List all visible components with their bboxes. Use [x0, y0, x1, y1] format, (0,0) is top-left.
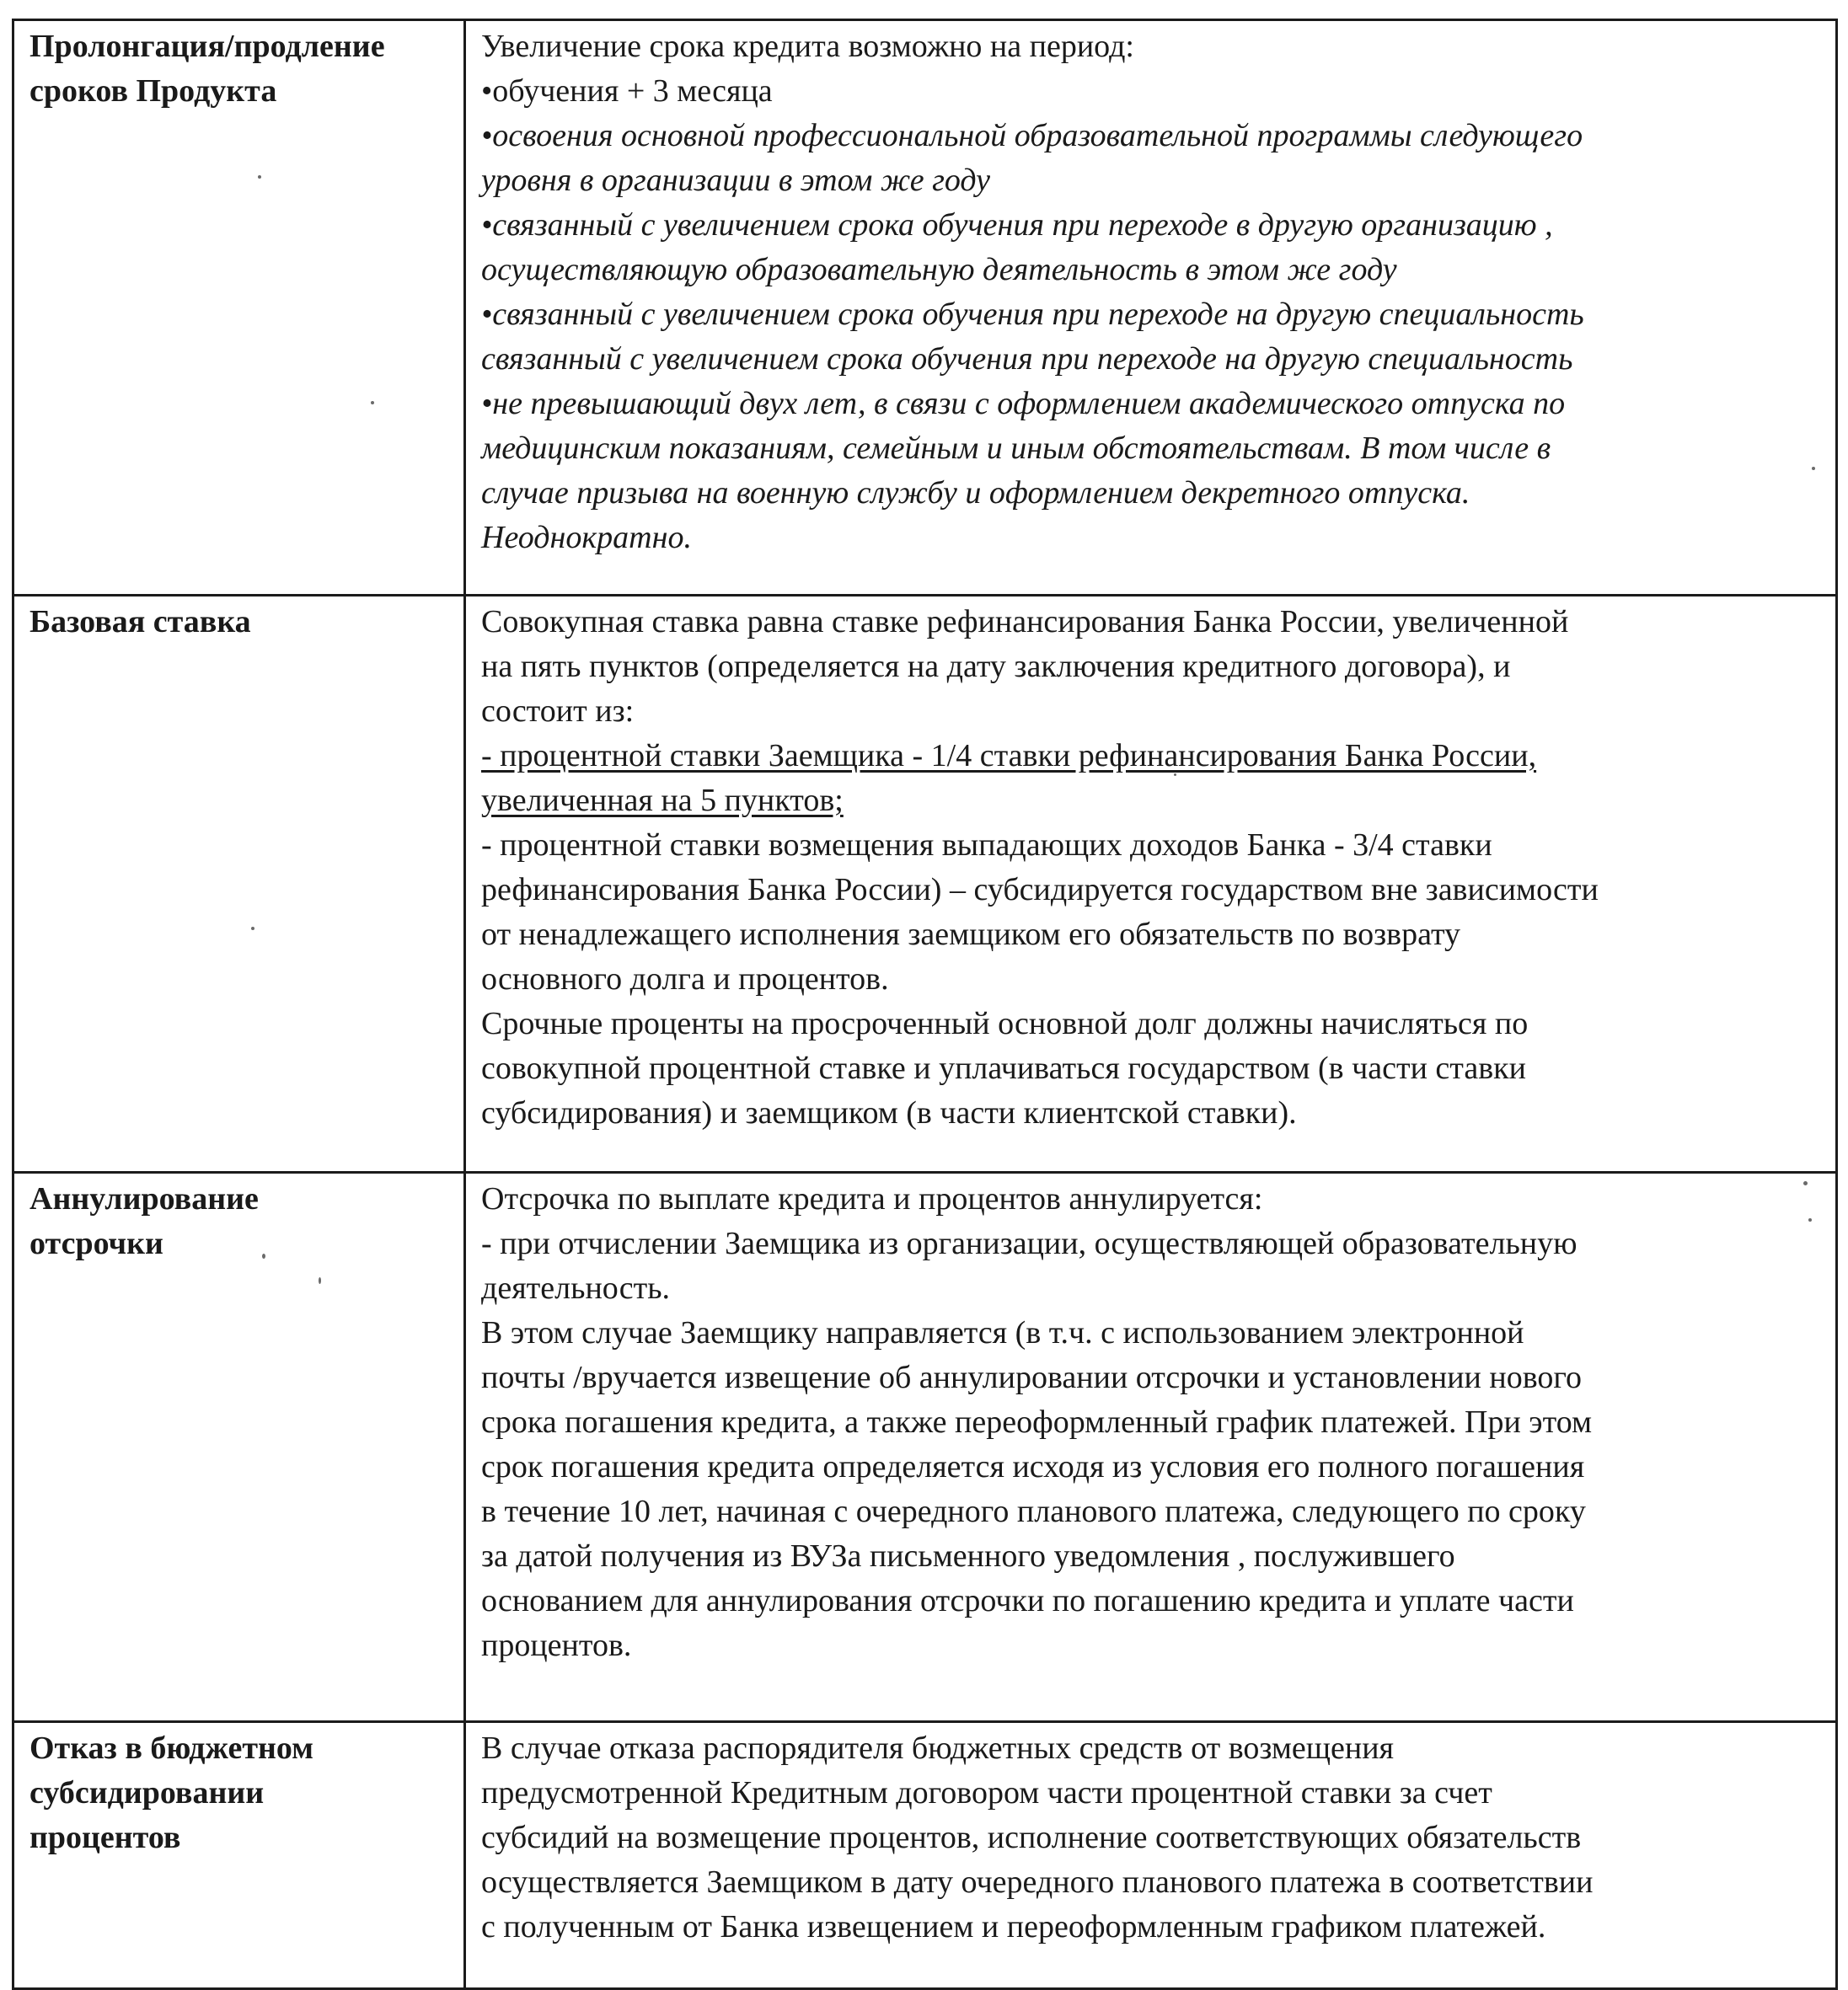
- row-label-line: сроков Продукта: [29, 73, 277, 109]
- scan-speck: [1808, 1218, 1812, 1222]
- row-label-line: процентов: [29, 1820, 181, 1855]
- content-line: состоит из:: [481, 693, 635, 729]
- content-line: - при отчислении Заемщика из организации, осуществляющей образовательную: [481, 1226, 1577, 1261]
- content-line: процентов.: [481, 1628, 632, 1663]
- content-line: срок погашения кредита определяется исходя из условия его полного погашения: [481, 1449, 1585, 1484]
- content-line: Совокупная ставка равна ставке рефинансирования Банка России, увеличенной: [481, 604, 1569, 639]
- content-line: •освоения основной профессиональной образовательной программы следующего: [481, 118, 1583, 153]
- row-label-cell: [13, 20, 465, 596]
- row-label-line: Отказ в бюджетном: [29, 1731, 314, 1766]
- row-label-line: Аннулирование: [29, 1181, 259, 1217]
- content-line: Увеличение срока кредита возможно на период:: [481, 29, 1134, 64]
- row-label-cell: [13, 596, 465, 1173]
- table-row-prolongation: [13, 20, 1837, 596]
- content-line: увеличенная на 5 пунктов;: [481, 783, 844, 818]
- content-line: почты /вручается извещение об аннулировании отсрочки и установлении нового: [481, 1360, 1583, 1395]
- content-line: деятельность.: [481, 1270, 671, 1306]
- row-content-cell: [465, 596, 1837, 1173]
- scan-speck: [371, 401, 374, 404]
- scan-speck: [1174, 773, 1176, 776]
- scan-speck: [262, 1254, 265, 1259]
- table-row-base-rate: [13, 596, 1837, 1173]
- content-line: •обучения + 3 месяца: [481, 73, 773, 109]
- content-line: на пять пунктов (определяется на дату заключения кредитного договора), и: [481, 649, 1511, 684]
- row-label-line: Базовая ставка: [29, 604, 251, 639]
- row-content-cell: [465, 20, 1837, 596]
- content-line: случае призыва на военную службу и оформлением декретного отпуска.: [481, 475, 1470, 511]
- scan-speck: [258, 175, 261, 179]
- row-label-line: субсидировании: [29, 1775, 265, 1811]
- content-line: срока погашения кредита, а также переоформленный график платежей. При этом: [481, 1404, 1593, 1440]
- content-line: субсидий на возмещение процентов, исполнение соответствующих обязательств: [481, 1820, 1582, 1855]
- row-label-cell: [13, 1173, 465, 1722]
- content-line: •связанный с увеличением срока обучения при переходе в другую организацию ,: [481, 207, 1553, 243]
- content-line: осуществляется Заемщиком в дату очередного планового платежа в соответствии: [481, 1864, 1594, 1900]
- row-label-line: отсрочки: [29, 1226, 163, 1261]
- content-line: основного долга и процентов.: [481, 961, 889, 997]
- row-label-line: Пролонгация/продление: [29, 29, 385, 64]
- content-line: Отсрочка по выплате кредита и процентов аннулируется:: [481, 1181, 1263, 1217]
- content-line: уровня в организации в этом же году: [481, 163, 990, 198]
- content-line: субсидирования) и заемщиком (в части клиентской ставки).: [481, 1095, 1297, 1131]
- content-line: - процентной ставки возмещения выпадающих доходов Банка - 3/4 ставки: [481, 827, 1492, 863]
- content-line: медицинским показаниям, семейным и иным обстоятельствам. В том числе в: [481, 431, 1551, 466]
- content-line: предусмотренной Кредитным договором части процентной ставки за счет: [481, 1775, 1492, 1811]
- scan-speck: [251, 927, 254, 930]
- table-row-deferral-cancellation: [13, 1173, 1837, 1722]
- content-line: осуществляющую образовательную деятельность в этом же году: [481, 252, 1397, 287]
- table-row-subsidy-refusal: [13, 1722, 1837, 1989]
- content-line: от ненадлежащего исполнения заемщиком его обязательств по возврату: [481, 917, 1461, 952]
- content-line: В этом случае Заемщику направляется (в т.ч. с использованием электронной: [481, 1315, 1524, 1351]
- content-line: - процентной ставки Заемщика - 1/4 ставки рефинансирования Банка России,: [481, 738, 1537, 773]
- scan-speck: [319, 1277, 321, 1284]
- content-line: рефинансирования Банка России) – субсидируется государством вне зависимости: [481, 872, 1599, 907]
- content-line: в течение 10 лет, начиная с очередного планового платежа, следующего по сроку: [481, 1494, 1586, 1529]
- content-line: Неоднократно.: [481, 520, 692, 555]
- terms-table: [12, 19, 1838, 1990]
- content-line: Срочные проценты на просроченный основной долг должны начисляться по: [481, 1006, 1529, 1041]
- content-line: за датой получения из ВУЗа письменного уведомления , послужившего: [481, 1538, 1455, 1574]
- content-line: основанием для аннулирования отсрочки по погашению кредита и уплате части: [481, 1583, 1574, 1618]
- scan-speck: [1812, 467, 1815, 470]
- row-content-cell: [465, 1173, 1837, 1722]
- row-label-cell: [13, 1722, 465, 1989]
- content-line: В случае отказа распорядителя бюджетных средств от возмещения: [481, 1731, 1395, 1766]
- content-line: •не превышающий двух лет, в связи с оформлением академического отпуска по: [481, 386, 1566, 421]
- row-content-cell: [465, 1722, 1837, 1989]
- content-line: совокупной процентной ставке и уплачиваться государством (в части ставки: [481, 1051, 1526, 1086]
- content-line: с полученным от Банка извещением и переоформленным графиком платежей.: [481, 1909, 1546, 1945]
- scan-speck: [1803, 1181, 1808, 1185]
- content-line: связанный с увеличением срока обучения при переходе на другую специальность: [481, 341, 1573, 377]
- content-line: •связанный с увеличением срока обучения при переходе на другую специальность: [481, 297, 1584, 332]
